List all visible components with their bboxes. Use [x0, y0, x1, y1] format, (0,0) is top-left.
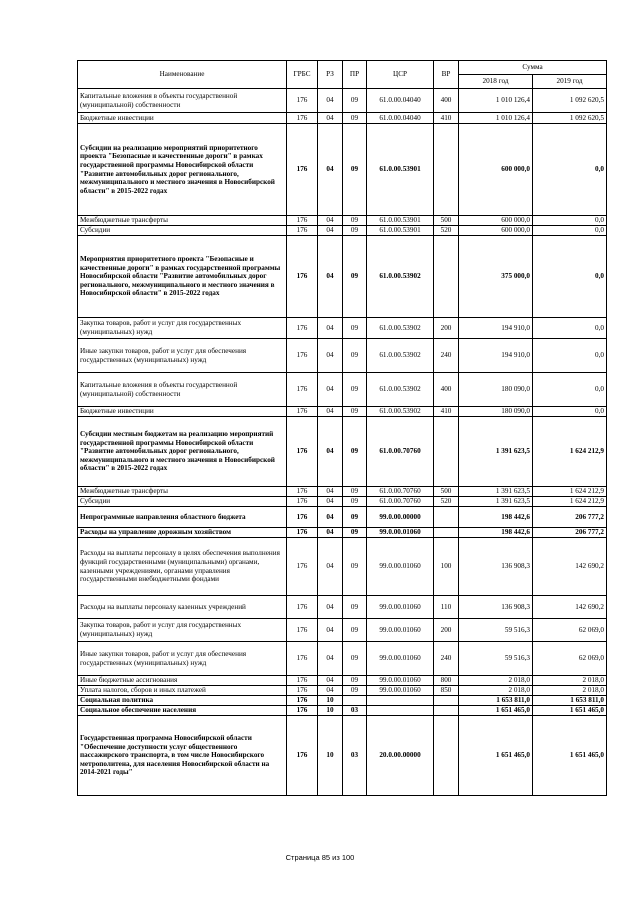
table-row	[78, 686, 607, 696]
header-csr: ЦСР	[367, 61, 434, 89]
row-vr: 410	[434, 407, 459, 417]
table-row	[78, 216, 607, 226]
row-name: Расходы на управление дорожным хозяйством	[78, 528, 287, 538]
row-name: Закупка товаров, работ и услуг для государственных (муниципальных) нужд	[78, 318, 287, 339]
row-vr: 240	[434, 642, 459, 676]
row-vr: 500	[434, 216, 459, 226]
row-grbs: 176	[287, 236, 318, 318]
row-vr: 410	[434, 113, 459, 124]
table-row	[78, 528, 607, 538]
row-name: Капитальные вложения в объекты государственной (муниципальной) собственности	[78, 89, 287, 113]
row-rz: 04	[318, 487, 343, 497]
table-row	[78, 226, 607, 236]
row-grbs: 176	[287, 528, 318, 538]
row-name: Межбюджетные трансферты	[78, 216, 287, 226]
row-grbs: 176	[287, 226, 318, 236]
row-name: Иные закупки товаров, работ и услуг для обеспечения государственных (муниципальных) нужд	[78, 339, 287, 373]
row-amount-2018: 194 910,0	[459, 318, 533, 339]
row-grbs: 176	[287, 596, 318, 619]
row-amount-2018: 198 442,6	[459, 528, 533, 538]
row-csr: 20.0.00.00000	[367, 716, 434, 796]
row-name: Субсидии	[78, 497, 287, 507]
row-vr: 800	[434, 676, 459, 686]
table-body	[78, 89, 607, 796]
row-pr: 09	[343, 407, 367, 417]
row-grbs: 176	[287, 113, 318, 124]
row-rz: 10	[318, 696, 343, 706]
row-amount-2019: 0,0	[533, 339, 607, 373]
row-rz: 04	[318, 236, 343, 318]
row-name: Расходы на выплаты персоналу казенных учреждений	[78, 596, 287, 619]
table-row	[78, 124, 607, 216]
row-csr: 99.0.00.01060	[367, 642, 434, 676]
row-rz: 04	[318, 497, 343, 507]
row-name: Субсидии местным бюджетам на реализацию мероприятий государственной программы Новосибирской области "Развитие автомобильных дорог регионального, межмуниципального и местного значения в Новосибирской области" в 2015-2022 годах	[78, 417, 287, 487]
row-csr: 61.0.00.53902	[367, 339, 434, 373]
row-name: Иные закупки товаров, работ и услуг для обеспечения государственных (муниципальных) нужд	[78, 642, 287, 676]
row-name: Социальное обеспечение населения	[78, 706, 287, 716]
row-pr: 09	[343, 538, 367, 596]
table-row	[78, 417, 607, 487]
row-amount-2018: 1 391 623,5	[459, 487, 533, 497]
row-rz: 04	[318, 686, 343, 696]
row-csr: 99.0.00.01060	[367, 686, 434, 696]
row-name: Расходы на выплаты персоналу в целях обеспечения выполнения функций государственными (муниципальными) органами, казенными учреждениями, органами управления государственными внебюджетными фондами	[78, 538, 287, 596]
row-pr: 09	[343, 124, 367, 216]
row-amount-2019: 1 651 465,0	[533, 716, 607, 796]
header-grbs: ГРБС	[287, 61, 318, 89]
row-amount-2018: 136 908,3	[459, 538, 533, 596]
table-row	[78, 236, 607, 318]
table-row	[78, 407, 607, 417]
row-vr: 110	[434, 596, 459, 619]
row-vr	[434, 716, 459, 796]
header-name: Наименование	[78, 61, 287, 89]
row-amount-2019: 1 092 620,5	[533, 113, 607, 124]
row-amount-2018: 59 516,3	[459, 642, 533, 676]
row-name: Капитальные вложения в объекты государственной (муниципальной) собственности	[78, 373, 287, 407]
table-row	[78, 507, 607, 528]
table-row	[78, 676, 607, 686]
row-amount-2019: 142 690,2	[533, 596, 607, 619]
row-csr	[367, 706, 434, 716]
row-csr: 61.0.00.53901	[367, 226, 434, 236]
row-rz: 04	[318, 339, 343, 373]
row-vr: 100	[434, 538, 459, 596]
row-csr: 61.0.00.53901	[367, 216, 434, 226]
row-csr: 61.0.00.53901	[367, 124, 434, 216]
row-amount-2018: 1 651 465,0	[459, 716, 533, 796]
row-vr: 520	[434, 226, 459, 236]
row-amount-2018: 375 000,0	[459, 236, 533, 318]
table-row	[78, 318, 607, 339]
row-grbs: 176	[287, 487, 318, 497]
row-name: Бюджетные инвестиции	[78, 113, 287, 124]
table-row	[78, 642, 607, 676]
table-row	[78, 619, 607, 642]
row-grbs: 176	[287, 696, 318, 706]
row-amount-2019: 0,0	[533, 226, 607, 236]
row-rz: 04	[318, 373, 343, 407]
row-name: Субсидии	[78, 226, 287, 236]
row-pr: 09	[343, 676, 367, 686]
row-rz: 04	[318, 318, 343, 339]
row-amount-2019: 0,0	[533, 318, 607, 339]
row-grbs: 176	[287, 89, 318, 113]
row-amount-2019: 1 624 212,9	[533, 487, 607, 497]
table-row	[78, 596, 607, 619]
row-amount-2019: 1 092 620,5	[533, 89, 607, 113]
row-pr: 09	[343, 497, 367, 507]
row-rz: 04	[318, 619, 343, 642]
table-row	[78, 716, 607, 796]
row-amount-2018: 600 000,0	[459, 124, 533, 216]
row-rz: 04	[318, 596, 343, 619]
header-year-2019: 2019 год	[533, 75, 607, 89]
row-vr	[434, 124, 459, 216]
row-pr: 03	[343, 716, 367, 796]
row-csr: 61.0.00.70760	[367, 417, 434, 487]
row-amount-2019: 1 651 465,0	[533, 706, 607, 716]
row-amount-2018: 1 391 623,5	[459, 497, 533, 507]
row-amount-2018: 2 018,0	[459, 676, 533, 686]
row-vr	[434, 417, 459, 487]
row-csr: 99.0.00.01060	[367, 538, 434, 596]
row-pr: 09	[343, 528, 367, 538]
row-grbs: 176	[287, 676, 318, 686]
row-amount-2019: 1 624 212,9	[533, 497, 607, 507]
row-rz: 04	[318, 507, 343, 528]
row-vr: 850	[434, 686, 459, 696]
row-rz: 10	[318, 706, 343, 716]
header-rz: РЗ	[318, 61, 343, 89]
row-name: Государственная программа Новосибирской области "Обеспечение доступности услуг общественного пассажирского транспорта, в том числе Новосибирского метрополитена, для населения Новосибирской области на 2014-2021 годы"	[78, 716, 287, 796]
row-pr: 09	[343, 216, 367, 226]
row-grbs: 176	[287, 507, 318, 528]
row-csr: 61.0.00.53902	[367, 318, 434, 339]
row-amount-2019: 206 777,2	[533, 507, 607, 528]
row-grbs: 176	[287, 619, 318, 642]
row-rz: 04	[318, 417, 343, 487]
row-rz: 04	[318, 113, 343, 124]
header-sum: Сумма	[459, 61, 607, 75]
row-amount-2018: 194 910,0	[459, 339, 533, 373]
table-row	[78, 487, 607, 497]
row-rz: 04	[318, 528, 343, 538]
row-grbs: 176	[287, 318, 318, 339]
row-pr: 09	[343, 339, 367, 373]
row-vr: 240	[434, 339, 459, 373]
row-amount-2019: 1 624 212,9	[533, 417, 607, 487]
row-amount-2018: 1 651 465,0	[459, 706, 533, 716]
row-csr	[367, 696, 434, 706]
row-name: Социальная политика	[78, 696, 287, 706]
row-grbs: 176	[287, 642, 318, 676]
row-amount-2018: 600 000,0	[459, 226, 533, 236]
row-pr: 09	[343, 89, 367, 113]
row-rz: 10	[318, 716, 343, 796]
row-vr	[434, 696, 459, 706]
row-csr: 61.0.00.04040	[367, 113, 434, 124]
row-rz: 04	[318, 407, 343, 417]
row-amount-2019: 0,0	[533, 373, 607, 407]
row-pr: 09	[343, 236, 367, 318]
row-amount-2019: 62 069,0	[533, 619, 607, 642]
row-amount-2019: 142 690,2	[533, 538, 607, 596]
row-amount-2018: 198 442,6	[459, 507, 533, 528]
table-row	[78, 538, 607, 596]
row-amount-2018: 1 010 126,4	[459, 89, 533, 113]
row-csr: 99.0.00.01060	[367, 596, 434, 619]
row-rz: 04	[318, 89, 343, 113]
header-pr: ПР	[343, 61, 367, 89]
row-grbs: 176	[287, 339, 318, 373]
row-pr	[343, 696, 367, 706]
row-vr: 400	[434, 373, 459, 407]
row-name: Бюджетные инвестиции	[78, 407, 287, 417]
table-row	[78, 696, 607, 706]
row-pr: 09	[343, 113, 367, 124]
row-name: Иные бюджетные ассигнования	[78, 676, 287, 686]
row-csr: 61.0.00.53902	[367, 407, 434, 417]
row-vr	[434, 528, 459, 538]
row-rz: 04	[318, 124, 343, 216]
row-amount-2019: 1 653 811,0	[533, 696, 607, 706]
row-name: Закупка товаров, работ и услуг для государственных (муниципальных) нужд	[78, 619, 287, 642]
row-amount-2018: 1 010 126,4	[459, 113, 533, 124]
row-vr: 520	[434, 497, 459, 507]
row-grbs: 176	[287, 124, 318, 216]
row-csr: 61.0.00.70760	[367, 497, 434, 507]
row-csr: 99.0.00.01060	[367, 676, 434, 686]
row-pr: 09	[343, 226, 367, 236]
row-grbs: 176	[287, 538, 318, 596]
row-pr: 03	[343, 706, 367, 716]
row-rz: 04	[318, 216, 343, 226]
table-row	[78, 373, 607, 407]
row-pr: 09	[343, 642, 367, 676]
row-pr: 09	[343, 596, 367, 619]
row-amount-2019: 206 777,2	[533, 528, 607, 538]
row-grbs: 176	[287, 216, 318, 226]
table-row	[78, 89, 607, 113]
row-rz: 04	[318, 538, 343, 596]
table-row	[78, 706, 607, 716]
row-pr: 09	[343, 318, 367, 339]
row-amount-2019: 0,0	[533, 124, 607, 216]
row-csr: 61.0.00.70760	[367, 487, 434, 497]
row-amount-2018: 1 653 811,0	[459, 696, 533, 706]
row-amount-2019: 2 018,0	[533, 676, 607, 686]
table-row	[78, 113, 607, 124]
row-grbs: 176	[287, 497, 318, 507]
row-csr: 61.0.00.53902	[367, 236, 434, 318]
row-grbs: 176	[287, 706, 318, 716]
row-pr: 09	[343, 619, 367, 642]
row-pr: 09	[343, 487, 367, 497]
row-name: Уплата налогов, сборов и иных платежей	[78, 686, 287, 696]
row-name: Мероприятия приоритетного проекта "Безопасные и качественные дороги" в рамках государственной программы Новосибирской области "Развитие автомобильных дорог регионального, межмуниципального и местного значения в Новосибирской области" в 2015-2022 годах	[78, 236, 287, 318]
row-csr: 61.0.00.53902	[367, 373, 434, 407]
row-csr: 99.0.00.01060	[367, 619, 434, 642]
row-amount-2018: 600 000,0	[459, 216, 533, 226]
row-vr: 400	[434, 89, 459, 113]
row-amount-2018: 2 018,0	[459, 686, 533, 696]
row-amount-2019: 0,0	[533, 407, 607, 417]
row-amount-2018: 180 090,0	[459, 407, 533, 417]
row-amount-2019: 62 069,0	[533, 642, 607, 676]
row-pr: 09	[343, 373, 367, 407]
row-csr: 99.0.00.00000	[367, 507, 434, 528]
row-grbs: 176	[287, 373, 318, 407]
row-rz: 04	[318, 676, 343, 686]
row-vr: 200	[434, 318, 459, 339]
row-grbs: 176	[287, 417, 318, 487]
page-number: Страница 85 из 100	[285, 853, 355, 862]
row-vr	[434, 507, 459, 528]
row-vr: 500	[434, 487, 459, 497]
row-amount-2018: 180 090,0	[459, 373, 533, 407]
row-pr: 09	[343, 686, 367, 696]
row-rz: 04	[318, 226, 343, 236]
row-amount-2018: 59 516,3	[459, 619, 533, 642]
row-vr	[434, 236, 459, 318]
row-rz: 04	[318, 642, 343, 676]
row-pr: 09	[343, 507, 367, 528]
row-amount-2018: 1 391 623,5	[459, 417, 533, 487]
row-amount-2019: 2 018,0	[533, 686, 607, 696]
table-row	[78, 497, 607, 507]
row-grbs: 176	[287, 716, 318, 796]
row-name: Субсидии на реализацию мероприятий приоритетного проекта "Безопасные и качественные дороги" в рамках государственной программы Новосибирской области "Развитие автомобильных дорог регионального, межмуниципального и местного значения в Новосибирской области" в 2015-2022 годах	[78, 124, 287, 216]
row-csr: 99.0.00.01060	[367, 528, 434, 538]
row-amount-2019: 0,0	[533, 236, 607, 318]
table-row	[78, 339, 607, 373]
budget-table	[77, 60, 607, 796]
header-year-2018: 2018 год	[459, 75, 533, 89]
row-pr: 09	[343, 417, 367, 487]
row-name: Межбюджетные трансферты	[78, 487, 287, 497]
row-amount-2018: 136 908,3	[459, 596, 533, 619]
row-name: Непрограммные направления областного бюджета	[78, 507, 287, 528]
row-csr: 61.0.00.04040	[367, 89, 434, 113]
row-vr	[434, 706, 459, 716]
row-vr: 200	[434, 619, 459, 642]
row-grbs: 176	[287, 407, 318, 417]
header-vr: ВР	[434, 61, 459, 89]
row-grbs: 176	[287, 686, 318, 696]
row-amount-2019: 0,0	[533, 216, 607, 226]
